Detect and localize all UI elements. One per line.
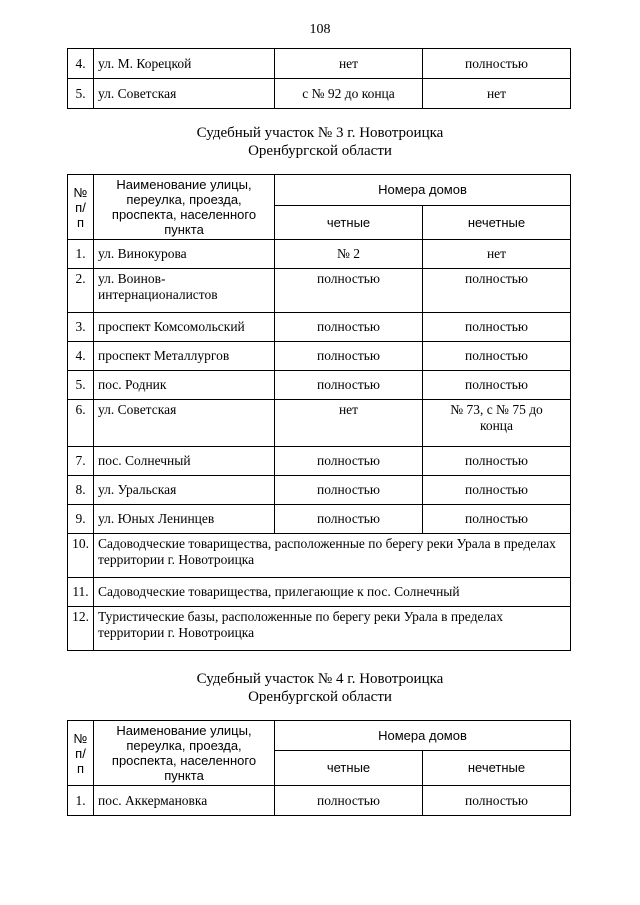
row-number: 1. — [68, 786, 94, 816]
street-name: ул. Винокурова — [94, 240, 275, 269]
table-row — [68, 447, 571, 476]
row-number: 4. — [68, 342, 94, 371]
span-text: Садоводческие товарищества, расположенные по берегу реки Урала в пределах территории г. Новотроицка — [94, 534, 571, 578]
table-row — [68, 313, 571, 342]
table-header-row — [68, 175, 571, 206]
street-name: ул. Уральская — [94, 476, 275, 505]
odd-houses: полностью — [423, 49, 571, 79]
col-header-num: № п/п — [68, 721, 94, 786]
page-number: 108 — [309, 22, 331, 37]
street-name: ул. Юных Ленинцев — [94, 505, 275, 534]
even-houses: полностью — [275, 269, 423, 313]
table-row — [68, 49, 571, 79]
row-number: 10. — [68, 534, 94, 578]
row-number: 5. — [68, 79, 94, 109]
row-number: 3. — [68, 313, 94, 342]
col-header-num: № п/п — [68, 175, 94, 240]
col-header-houses: Номера домов — [275, 721, 571, 751]
span-text: Туристические базы, расположенные по берегу реки Урала в пределах территории г. Новотроицка — [94, 607, 571, 651]
odd-houses: полностью — [423, 313, 571, 342]
section4-table — [67, 720, 571, 816]
row-number: 2. — [68, 269, 94, 313]
row-number: 12. — [68, 607, 94, 651]
table-row — [68, 607, 571, 651]
section4-heading-line2: Оренбургской области — [248, 689, 392, 705]
section4-heading-line1: Судебный участок № 4 г. Новотроицка — [196, 671, 444, 687]
col-header-name: Наименование улицы, переулка, проезда, проспекта, населенного пункта — [94, 175, 275, 240]
odd-houses: полностью — [423, 342, 571, 371]
street-name: проспект Комсомольский — [94, 313, 275, 342]
row-number: 7. — [68, 447, 94, 476]
street-name: пос. Родник — [94, 371, 275, 400]
even-houses: полностью — [275, 505, 423, 534]
odd-houses: нет — [423, 79, 571, 109]
col-header-name: Наименование улицы, переулка, проезда, проспекта, населенного пункта — [94, 721, 275, 786]
row-number: 11. — [68, 578, 94, 607]
even-houses: нет — [275, 49, 423, 79]
table-row — [68, 476, 571, 505]
even-houses: полностью — [275, 342, 423, 371]
table-row — [68, 534, 571, 578]
span-text: Садоводческие товарищества, прилегающие к пос. Солнечный — [94, 578, 571, 607]
even-houses: полностью — [275, 476, 423, 505]
odd-houses: полностью — [423, 786, 571, 816]
table-row — [68, 240, 571, 269]
section3-table — [67, 174, 571, 651]
col-header-odd: нечетные — [423, 750, 571, 785]
even-houses: № 2 — [275, 240, 423, 269]
even-houses: нет — [275, 400, 423, 447]
street-name: пос. Солнечный — [94, 447, 275, 476]
row-number: 9. — [68, 505, 94, 534]
table-row — [68, 400, 571, 447]
section3-heading-line1: Судебный участок № 3 г. Новотроицка — [196, 125, 444, 141]
even-houses: с № 92 до конца — [275, 79, 423, 109]
section3-heading-line2: Оренбургской области — [248, 143, 392, 159]
col-header-even: четные — [275, 205, 423, 239]
row-number: 6. — [68, 400, 94, 447]
section4-heading — [0, 670, 640, 706]
table-row — [68, 505, 571, 534]
odd-houses: нет — [423, 240, 571, 269]
even-houses: полностью — [275, 786, 423, 816]
col-header-odd: нечетные — [423, 205, 571, 239]
odd-houses: полностью — [423, 371, 571, 400]
street-name: ул. М. Корецкой — [94, 49, 275, 79]
table-row — [68, 79, 571, 109]
street-name: ул. Советская — [94, 79, 275, 109]
street-name: пос. Аккермановка — [94, 786, 275, 816]
table-row — [68, 342, 571, 371]
odd-houses: полностью — [423, 269, 571, 313]
odd-houses: полностью — [423, 447, 571, 476]
table-row — [68, 578, 571, 607]
even-houses: полностью — [275, 371, 423, 400]
table-row — [68, 371, 571, 400]
odd-houses: № 73, с № 75 до конца — [423, 400, 571, 447]
street-name: проспект Металлургов — [94, 342, 275, 371]
even-houses: полностью — [275, 313, 423, 342]
table-header-row — [68, 721, 571, 751]
odd-houses: полностью — [423, 476, 571, 505]
table-row — [68, 786, 571, 816]
even-houses: полностью — [275, 447, 423, 476]
street-name: ул. Советская — [94, 400, 275, 447]
section3-heading — [0, 124, 640, 160]
col-header-houses: Номера домов — [275, 175, 571, 206]
table-row — [68, 269, 571, 313]
row-number: 5. — [68, 371, 94, 400]
continued-table — [67, 48, 571, 109]
row-number: 1. — [68, 240, 94, 269]
col-header-even: четные — [275, 750, 423, 785]
odd-houses: полностью — [423, 505, 571, 534]
street-name: ул. Воинов-интернационалистов — [94, 269, 275, 313]
row-number: 8. — [68, 476, 94, 505]
row-number: 4. — [68, 49, 94, 79]
